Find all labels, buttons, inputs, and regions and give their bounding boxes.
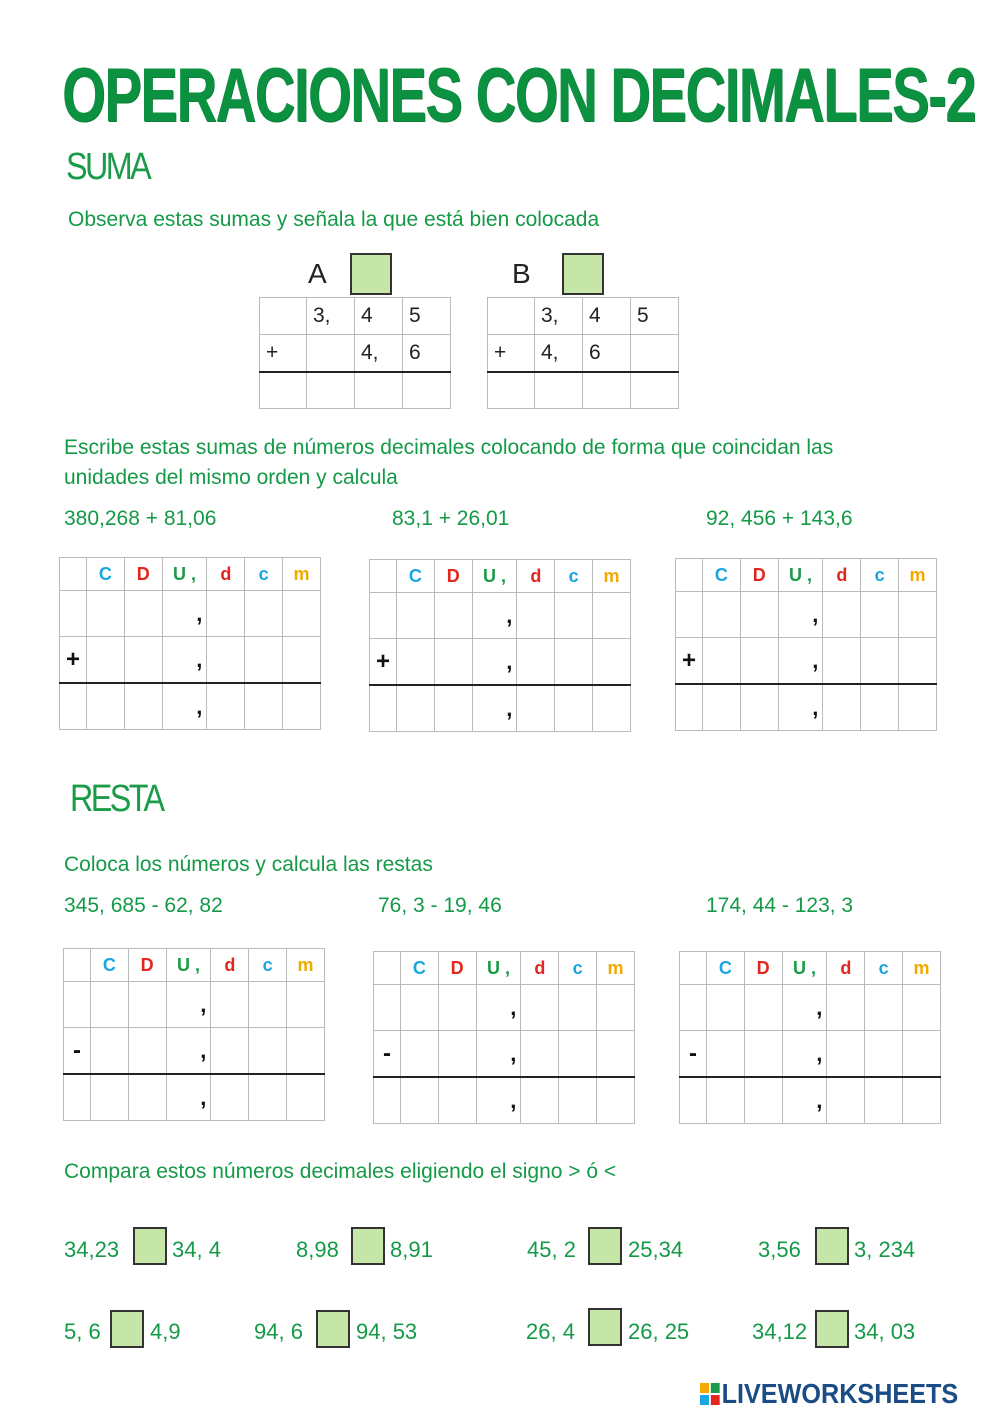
grid-cell: 6 xyxy=(583,335,631,373)
header-row xyxy=(370,560,631,593)
digit-input-cell[interactable] xyxy=(287,1028,325,1075)
place-header: U , xyxy=(166,949,211,982)
place-header: m xyxy=(903,952,941,985)
digit-input-cell[interactable] xyxy=(124,637,162,684)
digit-input-cell[interactable] xyxy=(555,593,593,639)
digit-input-cell[interactable] xyxy=(245,637,283,684)
digit-input-cell[interactable] xyxy=(702,592,740,638)
grid-cell xyxy=(370,593,397,639)
digit-input-cell[interactable] xyxy=(861,638,899,685)
suma-problem-1: 380,268 + 81,06 xyxy=(64,507,217,530)
grid-cell xyxy=(374,1077,401,1124)
grid-cell: 5 xyxy=(403,298,451,335)
digit-input-cell[interactable] xyxy=(827,985,865,1031)
grid-cell xyxy=(355,372,403,409)
compare-answer-box[interactable] xyxy=(588,1227,622,1265)
decimal-comma[interactable]: , xyxy=(476,1031,521,1078)
grid-cell xyxy=(260,298,307,335)
digit-input-cell[interactable] xyxy=(128,982,166,1028)
place-header: c xyxy=(559,952,597,985)
suma-grid-3 xyxy=(675,558,937,731)
operation-sign: + xyxy=(676,638,703,685)
compare-answer-box[interactable] xyxy=(815,1310,849,1348)
place-header: C xyxy=(90,949,128,982)
input-row xyxy=(60,683,321,730)
digit-input-cell[interactable] xyxy=(597,1077,635,1124)
resta-problem-3: 174, 44 - 123, 3 xyxy=(706,894,854,917)
place-header: U , xyxy=(472,560,517,593)
digit-input-cell[interactable] xyxy=(90,1074,128,1121)
grid-row xyxy=(260,372,451,409)
grid-cell xyxy=(370,560,397,593)
place-header: m xyxy=(597,952,635,985)
digit-input-cell[interactable] xyxy=(827,1031,865,1078)
instruction-suma-2-line1: Escribe estas sumas de números decimales colocando de forma que coincidan las xyxy=(64,436,834,459)
suma-grid-2 xyxy=(369,559,631,732)
digit-input-cell[interactable] xyxy=(207,591,245,637)
digit-input-cell[interactable] xyxy=(438,985,476,1031)
place-header: C xyxy=(400,952,438,985)
digit-input-cell[interactable] xyxy=(559,1077,597,1124)
grid-cell: 4 xyxy=(355,298,403,335)
digit-input-cell[interactable] xyxy=(438,1031,476,1078)
grid-cell xyxy=(488,372,535,409)
place-header: U , xyxy=(782,952,827,985)
header-row xyxy=(64,949,325,982)
digit-input-cell[interactable] xyxy=(396,593,434,639)
resta-grid-1 xyxy=(63,948,325,1121)
digit-input-cell[interactable] xyxy=(899,592,937,638)
digit-input-cell[interactable] xyxy=(899,684,937,731)
place-header: d xyxy=(211,949,249,982)
digit-input-cell[interactable] xyxy=(283,683,321,730)
place-header: c xyxy=(865,952,903,985)
liveworksheets-logo xyxy=(700,1378,958,1410)
operation-sign: - xyxy=(64,1028,91,1075)
decimal-comma[interactable]: , xyxy=(162,637,207,684)
grid-cell xyxy=(60,558,87,591)
grid-cell xyxy=(64,982,91,1028)
digit-input-cell[interactable] xyxy=(827,1077,865,1124)
compare-left: 34,23 xyxy=(64,1237,120,1262)
decimal-comma[interactable]: , xyxy=(782,1031,827,1078)
digit-input-cell[interactable] xyxy=(706,985,744,1031)
digit-input-cell[interactable] xyxy=(555,639,593,686)
digit-input-cell[interactable] xyxy=(287,982,325,1028)
decimal-comma[interactable]: , xyxy=(162,683,207,730)
digit-input-cell[interactable] xyxy=(400,985,438,1031)
digit-input-cell[interactable] xyxy=(86,683,124,730)
digit-input-cell[interactable] xyxy=(593,593,631,639)
resta-grid-3 xyxy=(679,951,941,1124)
place-header: m xyxy=(899,559,937,592)
digit-input-cell[interactable] xyxy=(400,1031,438,1078)
decimal-comma[interactable]: , xyxy=(476,1077,521,1124)
page-title: OPERACIONES CON DECIMALES-2 xyxy=(62,53,976,138)
digit-input-cell[interactable] xyxy=(396,685,434,732)
header-row xyxy=(60,558,321,591)
grid-cell: 4, xyxy=(535,335,583,373)
grid-cell: 4, xyxy=(355,335,403,373)
digit-input-cell[interactable] xyxy=(823,638,861,685)
place-header: m xyxy=(287,949,325,982)
operation-sign: - xyxy=(374,1031,401,1078)
compare-answer-box[interactable] xyxy=(316,1310,350,1348)
place-header: d xyxy=(823,559,861,592)
header-row xyxy=(374,952,635,985)
place-header: U , xyxy=(778,559,823,592)
grid-cell xyxy=(374,985,401,1031)
grid-cell: 4 xyxy=(583,298,631,335)
decimal-comma[interactable]: , xyxy=(472,685,517,732)
place-header: D xyxy=(434,560,472,593)
digit-input-cell[interactable] xyxy=(597,1031,635,1078)
input-row xyxy=(370,685,631,732)
decimal-comma[interactable]: , xyxy=(472,639,517,686)
input-row xyxy=(374,1031,635,1078)
decimal-comma[interactable]: , xyxy=(476,985,521,1031)
suma-problem-2: 83,1 + 26,01 xyxy=(392,507,510,530)
grid-cell: 6 xyxy=(403,335,451,373)
digit-input-cell[interactable] xyxy=(744,1031,782,1078)
option-a-grid xyxy=(259,297,451,409)
grid-row xyxy=(260,298,451,335)
digit-input-cell[interactable] xyxy=(744,1077,782,1124)
grid-cell: + xyxy=(488,335,535,373)
grid-cell: 5 xyxy=(631,298,679,335)
place-header: d xyxy=(827,952,865,985)
input-row xyxy=(374,985,635,1031)
compare-left: 94, 6 xyxy=(254,1319,303,1344)
input-row xyxy=(680,985,941,1031)
digit-input-cell[interactable] xyxy=(396,639,434,686)
place-value-table xyxy=(675,558,937,731)
compare-left: 45, 2 xyxy=(527,1237,576,1262)
place-header: d xyxy=(521,952,559,985)
digit-input-cell[interactable] xyxy=(521,1077,559,1124)
input-row xyxy=(60,637,321,684)
digit-input-cell[interactable] xyxy=(706,1031,744,1078)
digit-input-cell[interactable] xyxy=(245,591,283,637)
digit-input-cell[interactable] xyxy=(702,638,740,685)
option-b-grid xyxy=(487,297,679,409)
input-row xyxy=(64,1028,325,1075)
digit-input-cell[interactable] xyxy=(124,683,162,730)
instruction-resta: Coloca los números y calcula las restas xyxy=(64,853,433,876)
grid-cell xyxy=(583,372,631,409)
grid-cell xyxy=(64,949,91,982)
digit-input-cell[interactable] xyxy=(861,684,899,731)
digit-input-cell[interactable] xyxy=(823,592,861,638)
input-row xyxy=(64,1074,325,1121)
compare-answer-box[interactable] xyxy=(815,1227,849,1265)
digit-input-cell[interactable] xyxy=(517,685,555,732)
digit-input-cell[interactable] xyxy=(899,638,937,685)
place-header: D xyxy=(438,952,476,985)
instruction-compare: Compara estos números decimales eligiendo el signo > ó < xyxy=(64,1160,617,1183)
digit-input-cell[interactable] xyxy=(559,985,597,1031)
place-header: m xyxy=(593,560,631,593)
decimal-comma[interactable]: , xyxy=(782,1077,827,1124)
digit-input-cell[interactable] xyxy=(865,1077,903,1124)
section-heading-suma: SUMA xyxy=(66,146,150,188)
compare-right: 34, 03 xyxy=(854,1319,916,1344)
place-value-table xyxy=(373,951,635,1124)
digit-input-cell[interactable] xyxy=(903,1031,941,1078)
digit-input-cell[interactable] xyxy=(249,1028,287,1075)
digit-input-cell[interactable] xyxy=(865,985,903,1031)
digit-input-cell[interactable] xyxy=(744,985,782,1031)
compare-right: 4,9 xyxy=(150,1319,181,1344)
grid-cell xyxy=(64,1074,91,1121)
place-value-table xyxy=(369,559,631,732)
compare-answer-box[interactable] xyxy=(588,1308,622,1346)
grid-row xyxy=(488,335,679,373)
input-row xyxy=(676,638,937,685)
decimal-comma[interactable]: , xyxy=(778,684,823,731)
decimal-comma[interactable]: , xyxy=(166,1074,211,1121)
digit-input-cell[interactable] xyxy=(593,639,631,686)
digit-input-cell[interactable] xyxy=(823,684,861,731)
grid-cell xyxy=(535,372,583,409)
digit-input-cell[interactable] xyxy=(207,637,245,684)
compare-answer-box[interactable] xyxy=(351,1227,385,1265)
input-row xyxy=(676,592,937,638)
digit-input-cell[interactable] xyxy=(249,982,287,1028)
input-row xyxy=(64,982,325,1028)
place-header: D xyxy=(128,949,166,982)
option-a-label: A xyxy=(308,258,327,289)
place-value-table xyxy=(63,948,325,1121)
input-row xyxy=(370,639,631,686)
compare-right: 34, 4 xyxy=(172,1237,221,1262)
digit-input-cell[interactable] xyxy=(903,1077,941,1124)
digit-input-cell[interactable] xyxy=(124,591,162,637)
grid-cell xyxy=(680,985,707,1031)
grid-cell: + xyxy=(260,335,307,373)
grid-cell xyxy=(403,372,451,409)
grid-cell: 3, xyxy=(535,298,583,335)
compare-right: 8,91 xyxy=(390,1237,433,1262)
input-row xyxy=(370,593,631,639)
digit-input-cell[interactable] xyxy=(287,1074,325,1121)
place-header: D xyxy=(740,559,778,592)
digit-input-cell[interactable] xyxy=(434,685,472,732)
grid-cell xyxy=(676,592,703,638)
grid-cell xyxy=(676,559,703,592)
digit-input-cell[interactable] xyxy=(521,1031,559,1078)
digit-input-cell[interactable] xyxy=(400,1077,438,1124)
decimal-comma[interactable]: , xyxy=(778,592,823,638)
grid-cell xyxy=(60,683,87,730)
compare-right: 25,34 xyxy=(628,1237,684,1262)
place-header: c xyxy=(861,559,899,592)
grid-cell xyxy=(307,335,355,373)
suma-problem-3: 92, 456 + 143,6 xyxy=(706,507,853,530)
place-value-table xyxy=(679,951,941,1124)
digit-input-cell[interactable] xyxy=(128,1028,166,1075)
place-header: U , xyxy=(476,952,521,985)
grid-cell xyxy=(307,372,355,409)
resta-problem-1: 345, 685 - 62, 82 xyxy=(64,894,223,917)
grid-cell xyxy=(631,335,679,373)
digit-input-cell[interactable] xyxy=(903,985,941,1031)
compare-right: 94, 53 xyxy=(356,1319,418,1344)
place-header: C xyxy=(86,558,124,591)
operation-sign: + xyxy=(370,639,397,686)
grid-row xyxy=(488,372,679,409)
digit-input-cell[interactable] xyxy=(740,592,778,638)
digit-input-cell[interactable] xyxy=(249,1074,287,1121)
digit-input-cell[interactable] xyxy=(740,638,778,685)
digit-input-cell[interactable] xyxy=(245,683,283,730)
logo-mark-icon xyxy=(700,1383,720,1405)
decimal-comma[interactable]: , xyxy=(166,982,211,1028)
compare-left: 3,56 xyxy=(758,1237,801,1262)
grid-cell xyxy=(676,684,703,731)
input-row xyxy=(374,1077,635,1124)
input-row xyxy=(60,591,321,637)
compare-left: 5, 6 xyxy=(64,1319,101,1344)
digit-input-cell[interactable] xyxy=(128,1074,166,1121)
grid-cell xyxy=(260,372,307,409)
input-row xyxy=(680,1031,941,1078)
digit-input-cell[interactable] xyxy=(90,982,128,1028)
digit-input-cell[interactable] xyxy=(702,684,740,731)
digit-input-cell[interactable] xyxy=(211,1074,249,1121)
grid-cell xyxy=(631,372,679,409)
digit-input-cell[interactable] xyxy=(865,1031,903,1078)
digit-input-cell[interactable] xyxy=(211,1028,249,1075)
operation-sign: - xyxy=(680,1031,707,1078)
place-header: D xyxy=(124,558,162,591)
digit-input-cell[interactable] xyxy=(593,685,631,732)
instruction-suma-2-line2: unidades del mismo orden y calcula xyxy=(64,466,398,489)
compare-right: 3, 234 xyxy=(854,1237,916,1262)
place-header: c xyxy=(555,560,593,593)
place-header: D xyxy=(744,952,782,985)
digit-input-cell[interactable] xyxy=(740,684,778,731)
digit-input-cell[interactable] xyxy=(90,1028,128,1075)
place-header: c xyxy=(245,558,283,591)
grid-cell xyxy=(60,591,87,637)
compare-answer-box[interactable] xyxy=(110,1310,144,1348)
digit-input-cell[interactable] xyxy=(86,637,124,684)
input-row xyxy=(680,1077,941,1124)
grid-row xyxy=(488,298,679,335)
place-header: U , xyxy=(162,558,207,591)
place-header: d xyxy=(517,560,555,593)
digit-input-cell[interactable] xyxy=(434,593,472,639)
place-header: C xyxy=(396,560,434,593)
place-header: c xyxy=(249,949,287,982)
resta-grid-2 xyxy=(373,951,635,1124)
compare-right: 26, 25 xyxy=(628,1319,690,1344)
digit-input-cell[interactable] xyxy=(521,985,559,1031)
grid-cell xyxy=(680,952,707,985)
digit-input-cell[interactable] xyxy=(86,591,124,637)
grid-cell xyxy=(680,1077,707,1124)
grid-cell xyxy=(370,685,397,732)
compare-answer-box[interactable] xyxy=(133,1227,167,1265)
option-b-label: B xyxy=(512,258,531,289)
place-header: d xyxy=(207,558,245,591)
grid-row xyxy=(260,335,451,373)
decimal-comma[interactable]: , xyxy=(472,593,517,639)
digit-input-cell[interactable] xyxy=(207,683,245,730)
grid-cell xyxy=(374,952,401,985)
decimal-comma[interactable]: , xyxy=(778,638,823,685)
decimal-comma[interactable]: , xyxy=(782,985,827,1031)
digit-input-cell[interactable] xyxy=(283,637,321,684)
digit-input-cell[interactable] xyxy=(559,1031,597,1078)
digit-input-cell[interactable] xyxy=(211,982,249,1028)
suma-grid-1 xyxy=(59,557,321,730)
digit-input-cell[interactable] xyxy=(555,685,593,732)
compare-left: 8,98 xyxy=(296,1237,339,1262)
digit-input-cell[interactable] xyxy=(283,591,321,637)
operation-sign: + xyxy=(60,637,87,684)
decimal-comma[interactable]: , xyxy=(166,1028,211,1075)
compare-left: 34,12 xyxy=(752,1319,808,1344)
compare-left: 26, 4 xyxy=(526,1319,575,1344)
header-row xyxy=(680,952,941,985)
option-a-checkbox[interactable] xyxy=(350,253,392,295)
logo-text: LIVEWORKSHEETS xyxy=(721,1378,959,1409)
digit-input-cell[interactable] xyxy=(434,639,472,686)
section-heading-resta: RESTA xyxy=(70,778,163,820)
digit-input-cell[interactable] xyxy=(438,1077,476,1124)
digit-input-cell[interactable] xyxy=(597,985,635,1031)
input-row xyxy=(676,684,937,731)
decimal-comma[interactable]: , xyxy=(162,591,207,637)
place-value-table xyxy=(59,557,321,730)
header-row xyxy=(676,559,937,592)
instruction-suma-1: Observa estas sumas y señala la que está bien colocada xyxy=(68,208,600,231)
place-header: C xyxy=(706,952,744,985)
place-header: m xyxy=(283,558,321,591)
digit-input-cell[interactable] xyxy=(861,592,899,638)
digit-input-cell[interactable] xyxy=(706,1077,744,1124)
digit-input-cell[interactable] xyxy=(517,639,555,686)
grid-cell: 3, xyxy=(307,298,355,335)
option-b-checkbox[interactable] xyxy=(562,253,604,295)
digit-input-cell[interactable] xyxy=(517,593,555,639)
grid-cell xyxy=(488,298,535,335)
resta-problem-2: 76, 3 - 19, 46 xyxy=(378,894,502,917)
place-header: C xyxy=(702,559,740,592)
